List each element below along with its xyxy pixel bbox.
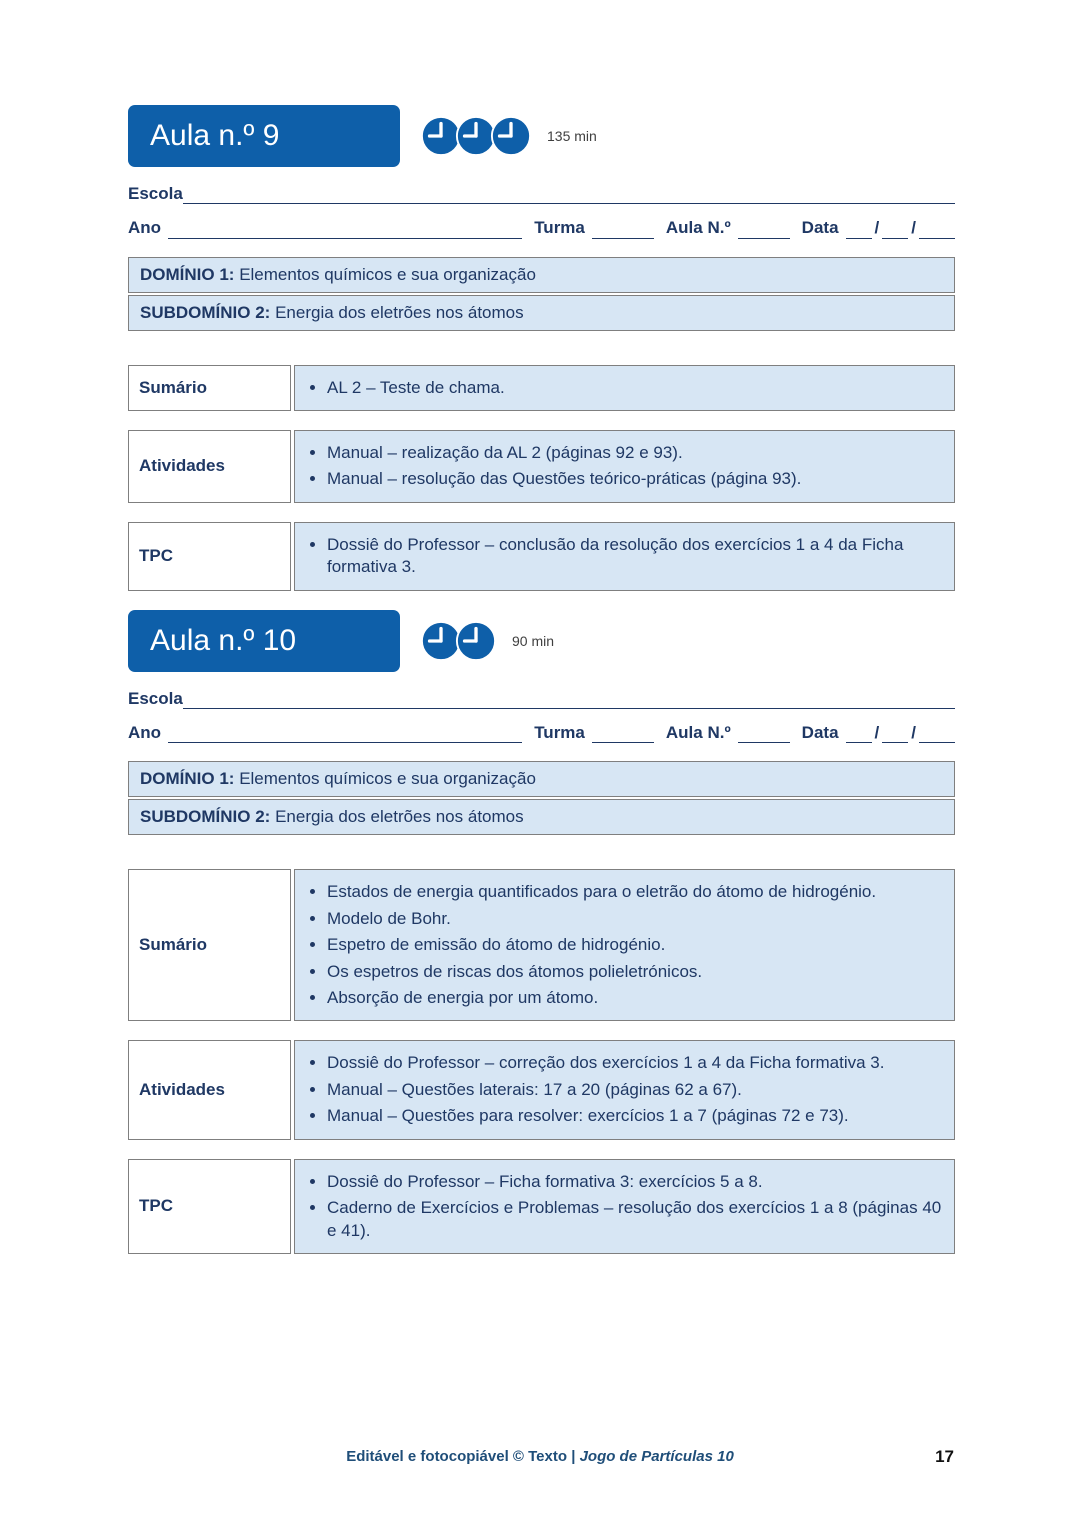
bullet-item: • Absorção de energia por um átomo. (327, 987, 942, 1009)
dominio-text: Elementos químicos e sua organização (239, 769, 536, 789)
atividades-row (128, 430, 955, 503)
page-number: 17 (935, 1447, 954, 1466)
bullet-list (307, 530, 942, 583)
lesson-title-box (128, 610, 400, 672)
date-slash: / (911, 722, 916, 742)
dominio-box (128, 257, 955, 293)
turma-blank-line (592, 723, 654, 743)
aula-no-blank-line (738, 219, 790, 239)
row-content (294, 1040, 955, 1139)
date-slash: / (874, 722, 880, 742)
atividades-row (128, 1040, 955, 1139)
bullet-item: • Modelo de Bohr. (327, 908, 942, 930)
ano-label: Ano (128, 722, 162, 742)
ano-field (128, 217, 955, 238)
bullet-item: • Dossiê do Professor – Ficha formativa 3: exercícios 5 a 8. (327, 1171, 942, 1193)
turma-label: Turma (534, 218, 585, 238)
row-label: Sumário (128, 869, 291, 1021)
escola-label: Escola (128, 184, 183, 203)
data-label: Data (801, 722, 839, 742)
row-content (294, 430, 955, 503)
duration-clocks (420, 620, 554, 662)
escola-field (128, 688, 955, 709)
row-content (294, 1159, 955, 1254)
data-year-line (919, 219, 955, 239)
ano-field (128, 722, 955, 743)
row-content (294, 869, 955, 1021)
bullet-item: • Dossiê do Professor – conclusão da resolução dos exercícios 1 a 4 da Ficha formativa 3. (327, 534, 942, 579)
data-month-line (882, 723, 908, 743)
lesson-rows (128, 869, 955, 1254)
bullet-item: • Dossiê do Professor – correção dos exercícios 1 a 4 da Ficha formativa 3. (327, 1052, 942, 1074)
dominio-label: DOMÍNIO 1: (140, 769, 235, 789)
row-label: Atividades (128, 1040, 291, 1139)
row-label: TPC (128, 1159, 291, 1254)
row-content (294, 365, 955, 411)
escola-blank-line (183, 689, 955, 709)
data-month-line (882, 219, 908, 239)
row-label: Sumário (128, 365, 291, 411)
lesson-section-10 (128, 610, 955, 1254)
escola-blank-line (183, 184, 955, 204)
subdominio-label: SUBDOMÍNIO 2: (140, 302, 271, 322)
bullet-item: • Estados de energia quantificados para o eletrão do átomo de hidrogénio. (327, 881, 942, 903)
ano-label: Ano (128, 218, 162, 238)
row-label: Atividades (128, 430, 291, 503)
ano-blank-line (168, 219, 522, 239)
bullet-item: • Os espetros de riscas dos átomos polieletrónicos. (327, 961, 942, 983)
subdominio-text: Energia dos eletrões nos átomos (275, 807, 524, 827)
bullet-list (307, 1167, 942, 1246)
duration-label: 135 min (547, 128, 597, 144)
tpc-row (128, 1159, 955, 1254)
clock-icon (490, 115, 532, 157)
lesson-rows (128, 365, 955, 591)
subdominio-box (128, 799, 955, 835)
row-content (294, 522, 955, 591)
aula-no-blank-line (738, 723, 790, 743)
sumario-row (128, 869, 955, 1021)
bullet-item: • Manual – Questões para resolver: exercícios 1 a 7 (páginas 72 e 73). (327, 1105, 942, 1127)
clock-icon (455, 620, 497, 662)
bullet-item: • Manual – Questões laterais: 17 a 20 (páginas 62 a 67). (327, 1079, 942, 1101)
aula-no-label: Aula N.º (665, 218, 731, 238)
lesson-header (128, 610, 955, 672)
footer-text: Editável e fotocopiável © Texto | (346, 1448, 580, 1465)
bullet-item: • Manual – realização da AL 2 (páginas 92 e 93). (327, 442, 942, 464)
data-label: Data (801, 218, 839, 238)
tpc-row (128, 522, 955, 591)
row-label: TPC (128, 522, 291, 591)
page-footer (0, 1448, 1080, 1465)
turma-blank-line (592, 219, 654, 239)
sumario-row (128, 365, 955, 411)
duration-clocks (420, 115, 597, 157)
data-year-line (919, 723, 955, 743)
escola-label: Escola (128, 688, 183, 708)
subdominio-label: SUBDOMÍNIO 2: (140, 807, 271, 827)
bullet-list (307, 1048, 942, 1131)
lesson-title-box (128, 105, 400, 167)
ano-blank-line (168, 723, 522, 743)
lesson-header (128, 105, 955, 167)
duration-label: 90 min (512, 632, 555, 649)
lesson-title: Aula n.º 9 (150, 119, 280, 152)
subdominio-text: Energia dos eletrões nos átomos (275, 302, 524, 322)
bullet-item: • Espetro de emissão do átomo de hidrogénio. (327, 934, 942, 956)
lesson-section-9 (128, 105, 955, 591)
data-day-line (846, 219, 872, 239)
data-day-line (846, 723, 872, 743)
bullet-list (307, 438, 942, 495)
date-slash: / (874, 218, 880, 238)
turma-label: Turma (534, 722, 585, 742)
bullet-item: • AL 2 – Teste de chama. (327, 377, 942, 399)
footer-book-title: Jogo de Partículas 10 (579, 1448, 734, 1465)
dominio-box (128, 761, 955, 797)
dominio-label: DOMÍNIO 1: (140, 264, 235, 284)
bullet-item: • Caderno de Exercícios e Problemas – resolução dos exercícios 1 a 8 (páginas 40 e 41). (327, 1197, 942, 1242)
aula-no-label: Aula N.º (665, 722, 731, 742)
bullet-item: • Manual – resolução das Questões teórico-práticas (página 93). (327, 468, 942, 490)
lesson-title: Aula n.º 10 (150, 623, 297, 657)
subdominio-box (128, 295, 955, 331)
escola-field (128, 183, 955, 204)
date-slash: / (911, 218, 916, 238)
bullet-list (307, 877, 942, 1013)
dominio-text: Elementos químicos e sua organização (239, 264, 536, 284)
bullet-list (307, 373, 942, 403)
